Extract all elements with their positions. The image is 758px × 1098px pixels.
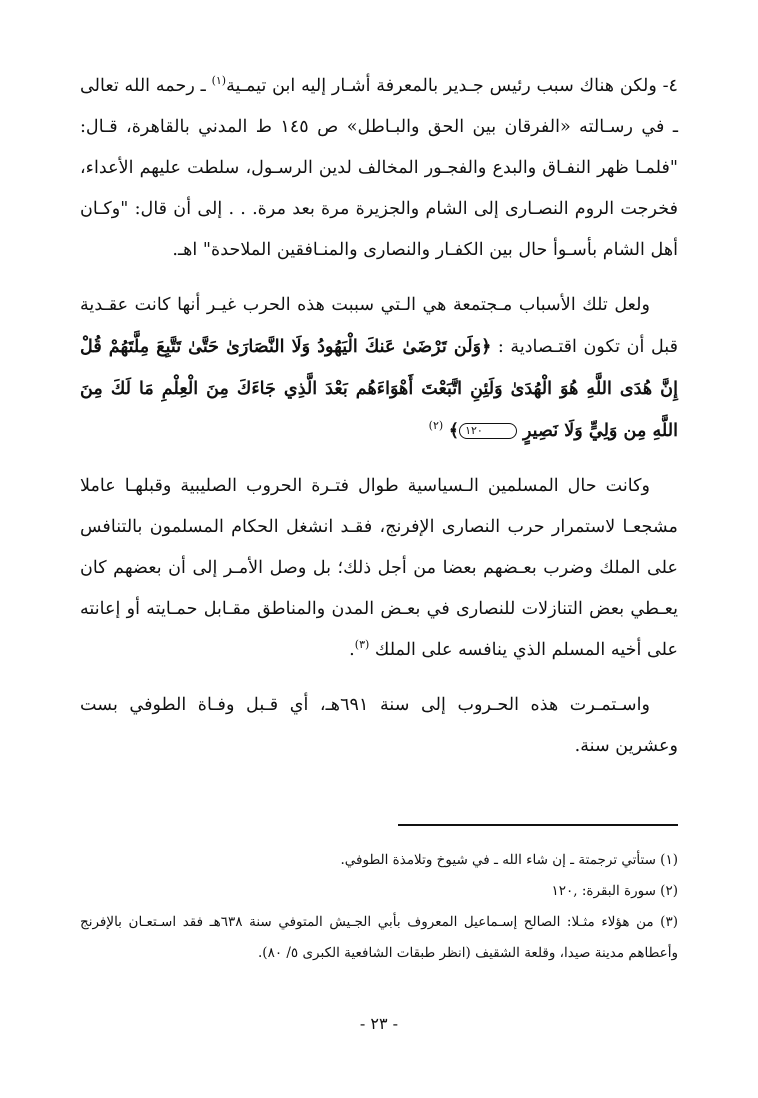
paragraph-4: واسـتمـرت هذه الحـروب إلى سنة ٦٩١هـ، أي قـبل وفـاة الطوفي بست وعشرين سنة. bbox=[80, 695, 678, 756]
paragraph-3 bbox=[80, 466, 678, 671]
paragraph-1-rest: ـ رحمه الله تعالى ـ في رسـالته «الفرقان بين الحق والبـاطل» ص ١٤٥ ط المدني بالقاهرة، قـال: "فلمـا ظهر النفـاق والبدع والفجـور المخالف لدين الرسـول، سلطت عليهم الأعداء، فخرجت الروم النصـارى إلى الشام والجزيرة مرة بعد مرة. . . إلى أن قال: "وكـان أهل الشام بأسـوأ حال بين الكفـار والنصارى والمنـافقين الملاحدة" اهـ. bbox=[80, 76, 678, 260]
page-number: - ٢٣ - bbox=[359, 1014, 399, 1033]
footnote-divider bbox=[398, 824, 678, 826]
paragraph-3-end: . bbox=[349, 640, 355, 660]
footnotes bbox=[80, 845, 678, 969]
paragraph-2 bbox=[80, 285, 678, 452]
footnote-1: (١) ستأتي ترجمتة ـ إن شاء الله ـ في شيوخ وتلامذة الطوفي. bbox=[340, 852, 678, 868]
footnote-3: (٣) من هؤلاء مثـلا: الصالح إسـماعيل المعروف بأبي الجـيش المتوفي سنة ٦٣٨هـ فقد اسـتعـان بالإفرنج وأعطاهم مدينة صيدا، وقلعة الشقيف (انظر طبقات الشافعية الكبرى ٥/ ٨٠). bbox=[80, 914, 678, 961]
footnote-2: (٢) سورة البقرة: ,١٢٠ bbox=[551, 883, 678, 899]
footnote-ref-3: (٣) bbox=[354, 638, 370, 652]
footnote-ref-1: (١) bbox=[211, 74, 227, 88]
paragraph-1-text: ٤- ولكن هناك سبب رئيس جـدير بالمعرفة أشـار إليه ابن تيمـية bbox=[226, 76, 678, 96]
quran-close-bracket: ﴾ bbox=[448, 420, 460, 441]
paragraph-3-text: وكانت حال المسلمين الـسياسية طوال فتـرة الحروب الصليبية وقبلهـا عاملا مشجعـا لاستمرار حرب النصارى الإفرنج، فقـد انشغل الحكام المسلمون بالتنافس على الملك وضرب بعـضهم بعضا من أجل ذلك؛ بل وصل الأمـر إلى أن بعضهم كان يعـطي بعض التنازلات للنصارى في بعـض المدن والمناطق مقـابل حمـايته أو إعانته على أخيه المسلم الذي ينافسه على الملك bbox=[80, 476, 678, 660]
ayah-number-mark: ١٢٠ bbox=[459, 423, 517, 439]
paragraph-1 bbox=[80, 66, 678, 271]
paragraph-2-intro: ولعل تلك الأسباب مـجتمعة هي الـتي سببت هذه الحرب غيـر أنها كانت عقـدية قبل أن تكون اقتـصادية : bbox=[80, 295, 678, 357]
footnote-ref-2: (٢) bbox=[428, 419, 444, 433]
main-text bbox=[80, 66, 678, 767]
quran-verse-text: ﴿وَلَن تَرْضَىٰ عَنكَ الْيَهُودُ وَلَا النَّصَارَىٰ حَتَّىٰ تَتَّبِعَ مِلَّتَهُمْ قُلْ إِنَّ هُدَى اللَّهِ هُوَ الْهُدَىٰ وَلَئِنِ اتَّبَعْتَ أَهْوَاءَهُم بَعْدَ الَّذِي جَاءَكَ مِنَ الْعِلْمِ مَا لَكَ مِنَ اللَّهِ مِن وَلِيٍّ وَلَا نَصِيرٍ bbox=[80, 336, 678, 441]
